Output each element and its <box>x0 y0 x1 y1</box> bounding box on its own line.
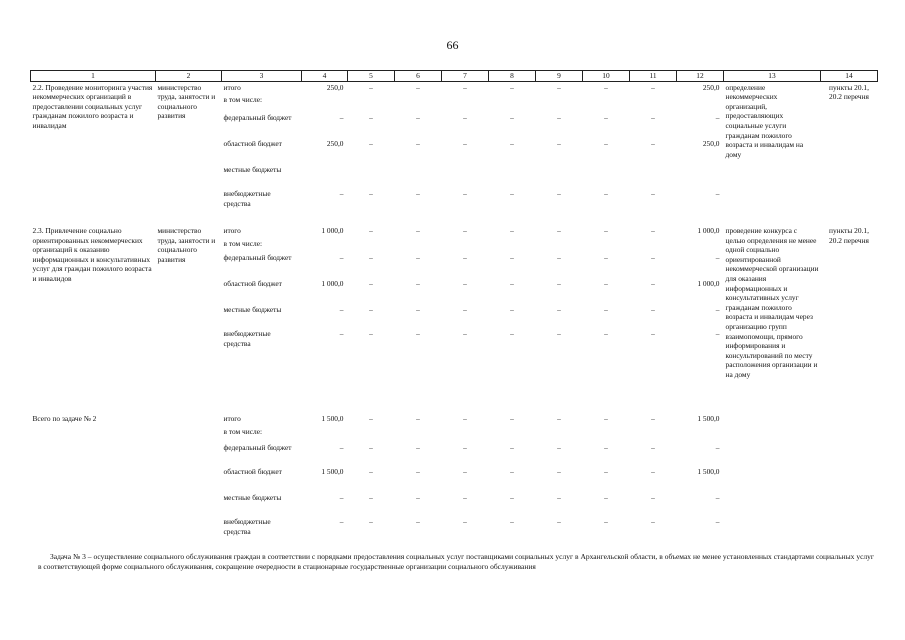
expected-result: проведение конкурса с целью определения не менее одной социально ориентированной некоммерческой организации для оказания информационных и консультативных услуг гражданам пожилого возраста и инвалидам через организацию групп взаимопомощи, прямого информирования и консультирований по месту расположения организации и на дому <box>725 226 819 379</box>
funding-year-10 <box>583 95 630 113</box>
funding-total: 250,0 <box>326 139 344 149</box>
funding-year-6 <box>395 427 442 443</box>
funding-source: в том числе: <box>223 427 263 437</box>
funding-year-5 <box>348 427 395 443</box>
funding-year-7: – <box>463 329 467 339</box>
funding-year-11: – <box>651 189 655 199</box>
funding-year-5: – <box>369 253 373 263</box>
funding-year-6: – <box>416 414 420 424</box>
funding-year-7 <box>442 239 489 253</box>
funding-total: – <box>339 517 344 527</box>
funding-year-9: – <box>557 493 561 503</box>
funding-source: областной бюджет <box>223 279 282 289</box>
column-header-11: 11 <box>630 71 677 82</box>
page-number: 66 <box>446 38 459 52</box>
funding-total <box>302 95 348 113</box>
funding-year-9: – <box>557 329 561 339</box>
funding-year-7: – <box>463 493 467 503</box>
funding-year-10: – <box>604 253 608 263</box>
funding-year-6: – <box>416 467 420 477</box>
funding-year-7: – <box>463 467 467 477</box>
funding-col-12: – <box>715 113 720 123</box>
funding-year-11: – <box>651 329 655 339</box>
table-row <box>31 81 878 95</box>
funding-year-9: – <box>557 113 561 123</box>
funding-year-11: – <box>651 443 655 453</box>
table-body <box>31 81 878 545</box>
funding-year-8: – <box>510 279 514 289</box>
funding-year-9: – <box>557 226 561 236</box>
funding-year-7: – <box>463 517 467 527</box>
column-header-5: 5 <box>348 71 395 82</box>
funding-total: 1 000,0 <box>321 226 344 236</box>
funding-col-12: – <box>715 189 720 199</box>
funding-year-11: – <box>651 493 655 503</box>
funding-year-5: – <box>369 189 373 199</box>
funding-year-8: – <box>510 467 514 477</box>
funding-year-10: – <box>604 329 608 339</box>
funding-year-6: – <box>416 253 420 263</box>
funding-year-11 <box>630 427 677 443</box>
table-row <box>31 413 878 427</box>
task-3-description: Задача № 3 – осуществление социального обслуживания граждан в соответствии с порядками предоставления социальных услуг поставщиками социальных услуг в Архангельской области, в объемах не менее установленных стандартами социальных услуг в соответствующей форме социального обслуживания, сокращение очередности в стационарные государственные организации социального обслуживания <box>38 552 874 571</box>
funding-year-10 <box>583 165 630 189</box>
funding-total <box>302 427 348 443</box>
funding-year-7: – <box>463 82 467 92</box>
funding-year-9: – <box>557 253 561 263</box>
funding-year-9: – <box>557 414 561 424</box>
funding-year-11: – <box>651 139 655 149</box>
reference-points: пункты 20.1, 20.2 перечня <box>829 82 869 102</box>
funding-year-7: – <box>463 189 467 199</box>
responsible-executor <box>156 413 222 545</box>
reference-points: пункты 20.1, 20.2 перечня <box>829 226 869 245</box>
funding-year-5: – <box>369 279 373 289</box>
funding-source: внебюджетные средства <box>223 189 271 208</box>
funding-year-5: – <box>369 113 373 123</box>
funding-col-12 <box>677 427 724 443</box>
column-header-13: 13 <box>724 71 821 82</box>
funding-col-12 <box>677 95 724 113</box>
funding-source: федеральный бюджет <box>223 253 292 263</box>
funding-year-5: – <box>369 139 373 149</box>
funding-year-10: – <box>604 493 608 503</box>
funding-year-10: – <box>604 279 608 289</box>
column-header-4: 4 <box>302 71 348 82</box>
funding-year-10 <box>583 239 630 253</box>
funding-year-11 <box>630 95 677 113</box>
funding-year-5: – <box>369 443 373 453</box>
funding-total: 250,0 <box>326 82 344 92</box>
funding-year-10: – <box>604 443 608 453</box>
funding-year-6: – <box>416 139 420 149</box>
funding-year-6: – <box>416 443 420 453</box>
funding-year-10: – <box>604 113 608 123</box>
funding-year-7: – <box>463 226 467 236</box>
funding-year-7: – <box>463 253 467 263</box>
column-header-10: 10 <box>583 71 630 82</box>
funding-year-11: – <box>651 82 655 92</box>
funding-col-12: 1 500,0 <box>697 414 720 424</box>
funding-year-5: – <box>369 467 373 477</box>
funding-year-5: – <box>369 82 373 92</box>
column-header-14: 14 <box>821 71 878 82</box>
funding-source: местные бюджеты <box>223 493 282 503</box>
funding-year-9 <box>536 239 583 253</box>
funding-year-8: – <box>510 414 514 424</box>
funding-year-6: – <box>416 517 420 527</box>
funding-year-11: – <box>651 253 655 263</box>
funding-year-9: – <box>557 139 561 149</box>
funding-year-9: – <box>557 82 561 92</box>
funding-year-5: – <box>369 305 373 315</box>
activity-name: 2.3. Привлечение социально ориентированных некоммерческих организаций к оказанию информационных и консультативных услуг для граждан пожилого возраста и инвалидов <box>32 226 152 284</box>
funding-year-6: – <box>416 493 420 503</box>
funding-year-7: – <box>463 443 467 453</box>
funding-year-9 <box>536 95 583 113</box>
funding-year-8 <box>489 239 536 253</box>
funding-year-5 <box>348 165 395 189</box>
funding-col-12: 250,0 <box>702 82 720 92</box>
activity-name: Всего по задаче № 2 <box>32 414 97 424</box>
funding-year-11: – <box>651 226 655 236</box>
funding-source: итого <box>223 414 241 424</box>
funding-year-8 <box>489 427 536 443</box>
column-header-12: 12 <box>677 71 724 82</box>
funding-source: федеральный бюджет <box>223 443 292 453</box>
funding-source: местные бюджеты <box>223 165 282 175</box>
funding-source: в том числе: <box>223 239 263 249</box>
funding-year-8 <box>489 165 536 189</box>
funding-year-7 <box>442 95 489 113</box>
column-header-8: 8 <box>489 71 536 82</box>
column-header-2: 2 <box>156 71 222 82</box>
funding-source: итого <box>223 226 241 236</box>
funding-year-8: – <box>510 305 514 315</box>
table-header-row <box>31 71 878 82</box>
funding-source: областной бюджет <box>223 467 282 477</box>
funding-source: внебюджетные средства <box>223 517 271 536</box>
funding-year-7: – <box>463 113 467 123</box>
column-header-3: 3 <box>222 71 302 82</box>
funding-year-10: – <box>604 139 608 149</box>
funding-year-6: – <box>416 279 420 289</box>
funding-year-8: – <box>510 517 514 527</box>
activity-name: 2.2. Проведение мониторинга участия некоммерческих организаций в предоставлении социальных услуг гражданам пожилого возраста и инвалидам <box>32 82 153 130</box>
funding-year-5: – <box>369 493 373 503</box>
funding-total: 1 500,0 <box>321 414 344 424</box>
funding-source: в том числе: <box>223 95 263 105</box>
funding-col-12 <box>677 165 724 189</box>
funding-year-5 <box>348 95 395 113</box>
funding-year-8: – <box>510 329 514 339</box>
funding-year-10: – <box>604 82 608 92</box>
funding-year-7: – <box>463 139 467 149</box>
funding-year-8: – <box>510 113 514 123</box>
funding-total: 1 000,0 <box>321 279 344 289</box>
funding-year-6: – <box>416 113 420 123</box>
funding-year-5 <box>348 239 395 253</box>
funding-year-10 <box>583 427 630 443</box>
funding-year-8: – <box>510 253 514 263</box>
funding-year-6: – <box>416 226 420 236</box>
funding-year-8: – <box>510 82 514 92</box>
program-table <box>30 70 878 545</box>
funding-source: внебюджетные средства <box>223 329 271 348</box>
funding-total: – <box>339 113 344 123</box>
funding-col-12: – <box>715 493 720 503</box>
funding-year-8: – <box>510 493 514 503</box>
funding-total: 1 500,0 <box>321 467 344 477</box>
funding-source: местные бюджеты <box>223 305 282 315</box>
funding-year-8: – <box>510 226 514 236</box>
reference-points <box>821 413 878 545</box>
funding-year-11: – <box>651 305 655 315</box>
funding-col-12 <box>677 239 724 253</box>
funding-year-9: – <box>557 279 561 289</box>
funding-year-7 <box>442 165 489 189</box>
funding-year-9: – <box>557 517 561 527</box>
funding-total: – <box>339 493 344 503</box>
expected-result <box>724 413 821 545</box>
funding-year-8: – <box>510 139 514 149</box>
column-header-6: 6 <box>395 71 442 82</box>
funding-source: итого <box>223 82 241 92</box>
funding-year-9: – <box>557 467 561 477</box>
funding-year-11: – <box>651 113 655 123</box>
funding-col-12: – <box>715 443 720 453</box>
expected-result: определение некоммерческих организаций, предоставляющих социальные услуги гражданам пожилого возраста и инвалидам на дому <box>725 82 804 159</box>
funding-year-11 <box>630 239 677 253</box>
funding-year-7: – <box>463 279 467 289</box>
funding-year-8: – <box>510 443 514 453</box>
funding-year-10: – <box>604 305 608 315</box>
funding-year-5: – <box>369 226 373 236</box>
funding-year-7: – <box>463 414 467 424</box>
funding-year-6 <box>395 165 442 189</box>
funding-year-10: – <box>604 414 608 424</box>
funding-source: областной бюджет <box>223 139 282 149</box>
funding-total: – <box>339 305 344 315</box>
funding-year-7 <box>442 427 489 443</box>
funding-total <box>302 239 348 253</box>
funding-year-5: – <box>369 329 373 339</box>
funding-col-12: 250,0 <box>702 139 720 149</box>
funding-year-9: – <box>557 443 561 453</box>
funding-year-6 <box>395 95 442 113</box>
funding-year-11: – <box>651 467 655 477</box>
funding-year-6 <box>395 239 442 253</box>
funding-year-7: – <box>463 305 467 315</box>
funding-year-11: – <box>651 414 655 424</box>
funding-year-6: – <box>416 82 420 92</box>
program-table-container <box>30 70 877 545</box>
funding-col-12: 1 500,0 <box>697 467 720 477</box>
funding-col-12: – <box>715 253 720 263</box>
funding-year-11: – <box>651 279 655 289</box>
funding-year-6: – <box>416 329 420 339</box>
funding-total <box>302 165 348 189</box>
funding-year-11 <box>630 165 677 189</box>
funding-col-12: – <box>715 517 720 527</box>
responsible-executor: министерство труда, занятости и социального развития <box>157 82 216 121</box>
funding-year-8: – <box>510 189 514 199</box>
funding-year-9: – <box>557 305 561 315</box>
funding-year-10: – <box>604 226 608 236</box>
funding-year-10: – <box>604 189 608 199</box>
funding-year-6: – <box>416 189 420 199</box>
funding-year-6: – <box>416 305 420 315</box>
funding-year-10: – <box>604 467 608 477</box>
funding-col-12: 1 000,0 <box>697 226 720 236</box>
column-header-1: 1 <box>31 71 156 82</box>
table-row <box>31 225 878 239</box>
funding-year-9 <box>536 427 583 443</box>
funding-year-9: – <box>557 189 561 199</box>
funding-year-8 <box>489 95 536 113</box>
funding-total: – <box>339 189 344 199</box>
column-header-7: 7 <box>442 71 489 82</box>
funding-source: федеральный бюджет <box>223 113 292 123</box>
funding-year-10: – <box>604 517 608 527</box>
funding-col-12: – <box>715 329 720 339</box>
funding-total: – <box>339 329 344 339</box>
funding-year-5: – <box>369 414 373 424</box>
funding-year-5: – <box>369 517 373 527</box>
column-header-9: 9 <box>536 71 583 82</box>
funding-total: – <box>339 253 344 263</box>
funding-year-11: – <box>651 517 655 527</box>
funding-col-12: – <box>715 305 720 315</box>
funding-col-12: 1 000,0 <box>697 279 720 289</box>
funding-year-9 <box>536 165 583 189</box>
responsible-executor: министерство труда, занятости и социального развития <box>157 226 216 264</box>
funding-total: – <box>339 443 344 453</box>
